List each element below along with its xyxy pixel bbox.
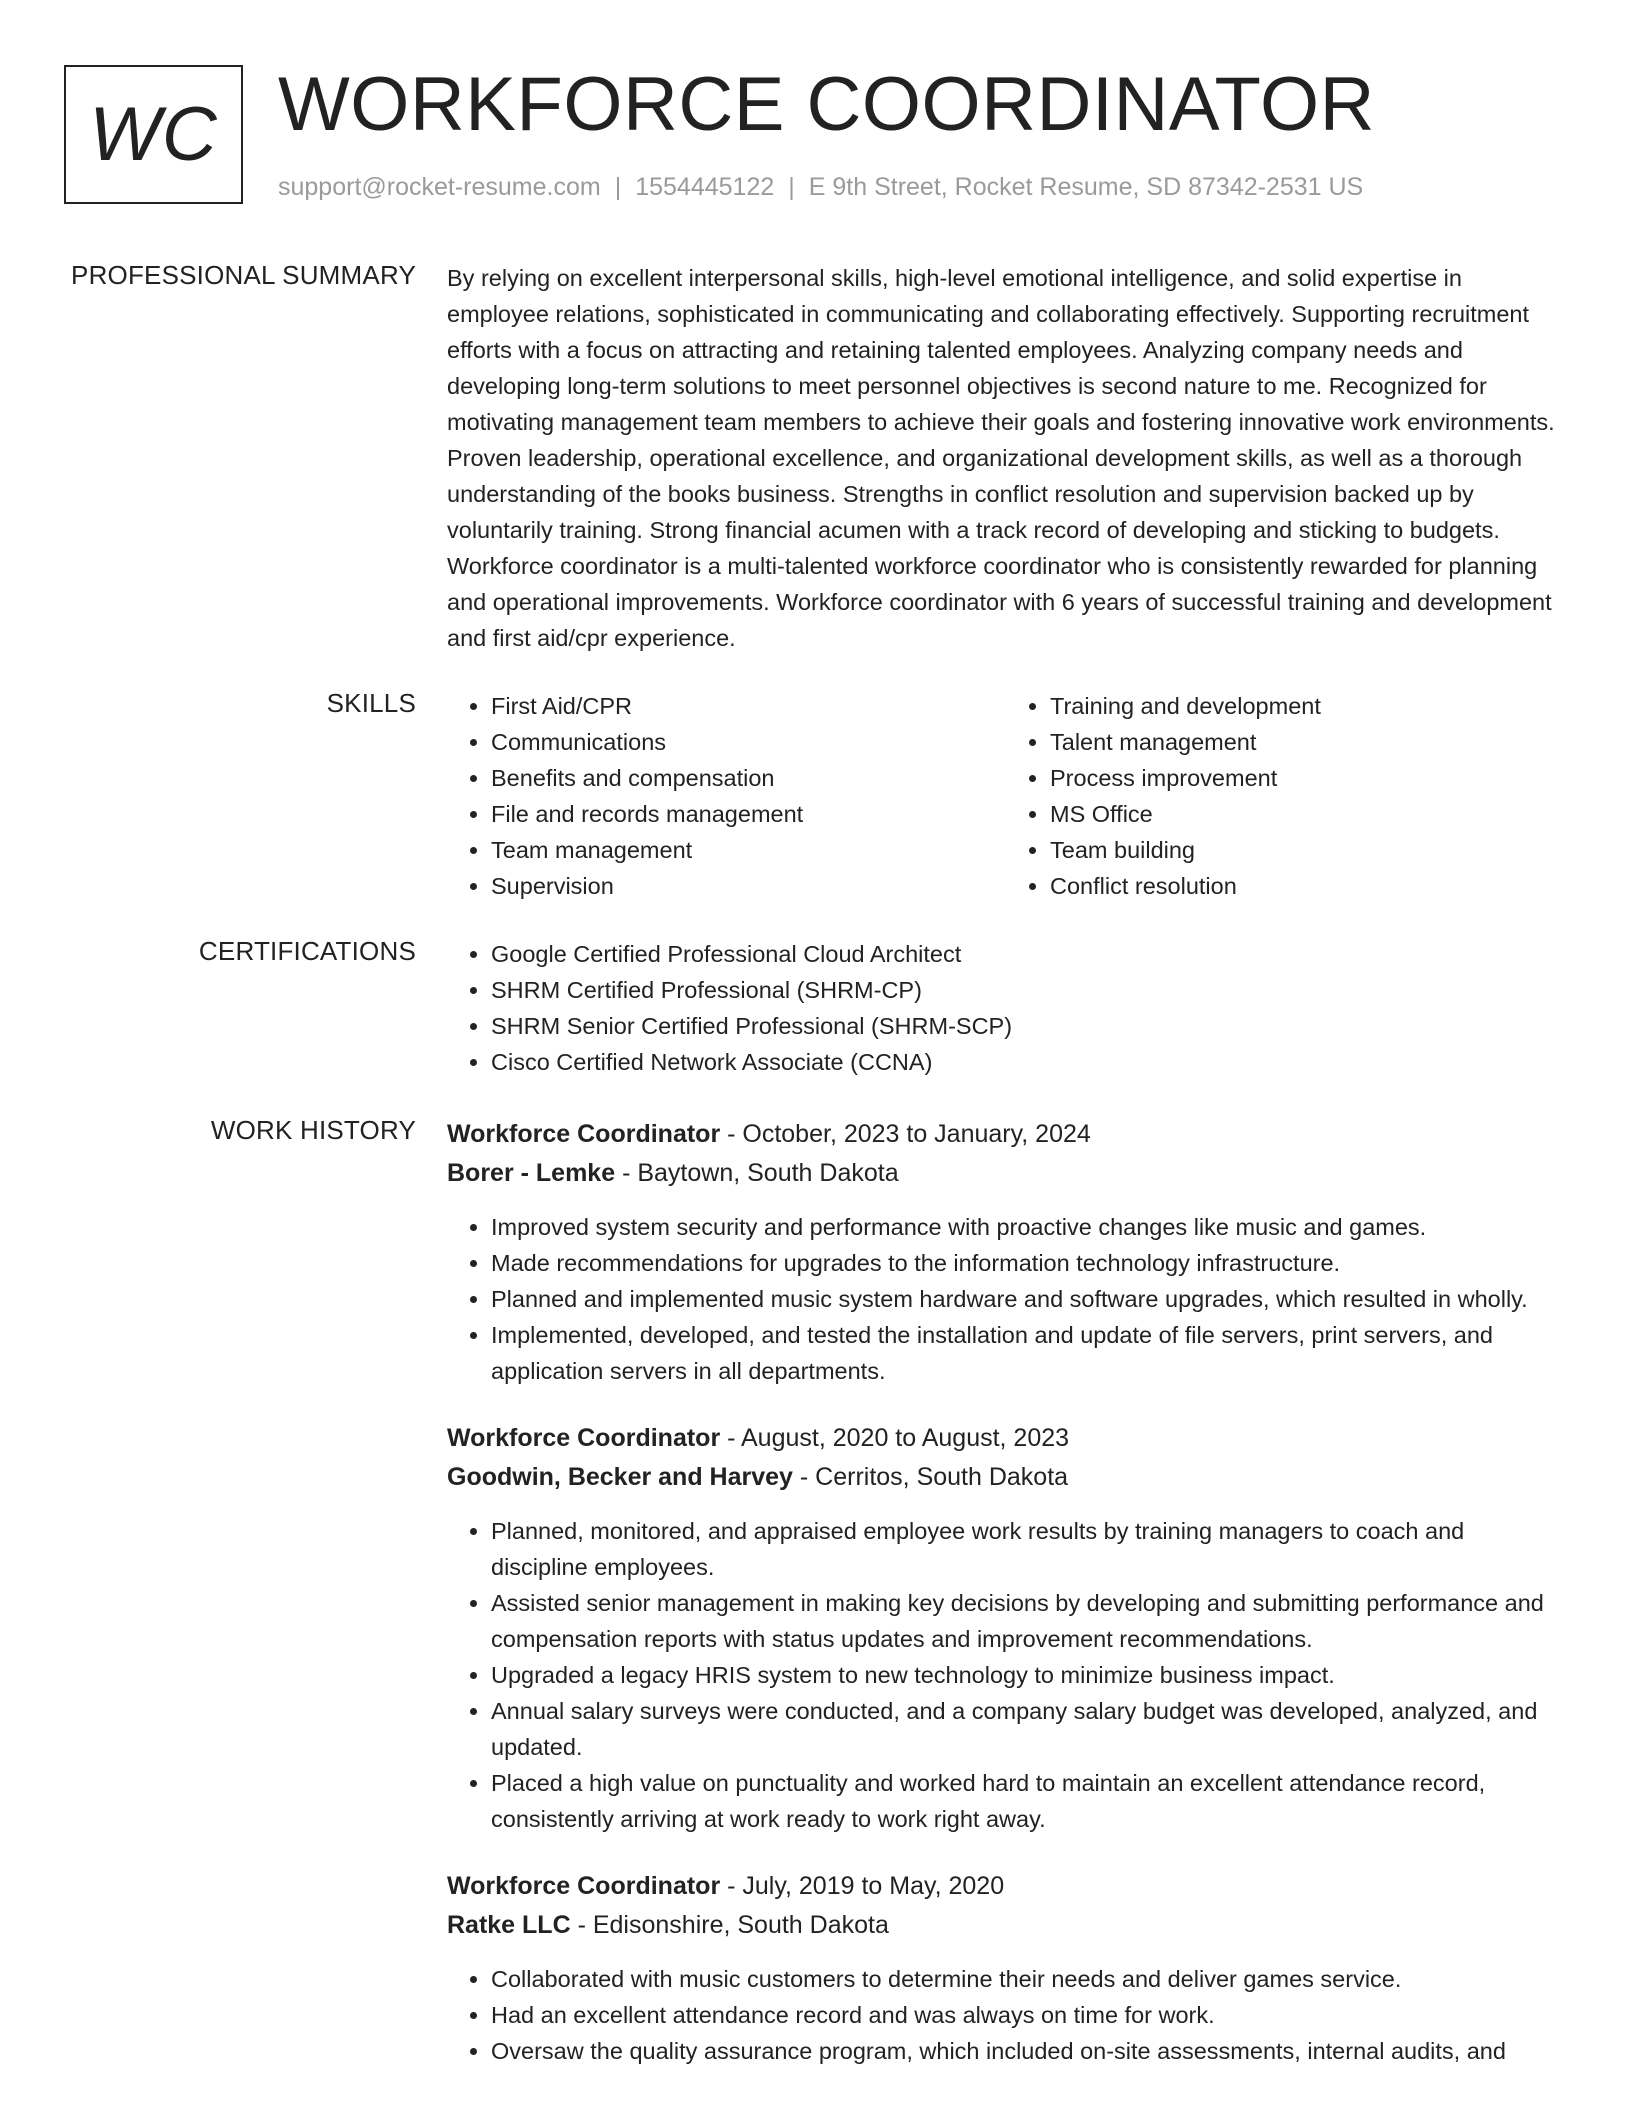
- section-heading-skills: SKILLS: [326, 688, 416, 718]
- resume-name: WORKFORCE COORDINATOR: [278, 62, 1376, 147]
- work-history-body: [447, 1115, 1565, 2099]
- skill-item: • Conflict resolution: [1050, 868, 1565, 904]
- job-bullets: [447, 1209, 1565, 1389]
- monogram-logo: WC: [64, 65, 243, 204]
- job-bullet: • Annual salary surveys were conducted, and a company salary budget was developed, analyzed, and updated.: [491, 1693, 1565, 1765]
- job-title: Workforce Coordinator: [447, 1424, 721, 1452]
- job-bullet: • Had an excellent attendance record and was always on time for work.: [491, 1997, 1565, 2033]
- job-bullets: [447, 1513, 1565, 1837]
- certification-item: • SHRM Certified Professional (SHRM-CP): [491, 972, 1565, 1008]
- skill-item: • File and records management: [491, 796, 1006, 832]
- certification-item: • SHRM Senior Certified Professional (SHRM-SCP): [491, 1008, 1565, 1044]
- certification-item: • Google Certified Professional Cloud Architect: [491, 936, 1565, 972]
- skill-item: • Training and development: [1050, 688, 1565, 724]
- certifications-body: [447, 936, 1565, 1080]
- job-title-line: [447, 1419, 1565, 1458]
- job-dates: - July, 2019 to May, 2020: [720, 1872, 1005, 1900]
- job-location: - Cerritos, South Dakota: [792, 1463, 1069, 1491]
- job-bullet: • Implemented, developed, and tested the installation and update of file servers, print servers, and application servers in all departments.: [491, 1317, 1565, 1389]
- skills-list-right: [1006, 688, 1565, 904]
- job-entry: [447, 1867, 1565, 2069]
- job-entry: [447, 1419, 1565, 1837]
- summary-body: [447, 260, 1565, 656]
- certifications-list: [447, 936, 1565, 1080]
- job-company: Borer - Lemke: [447, 1159, 616, 1187]
- job-company-line: [447, 1906, 1565, 1945]
- job-title-line: [447, 1867, 1565, 1906]
- job-bullet: • Assisted senior management in making key decisions by developing and submitting performance and compensation reports with status updates and improvement recommendations.: [491, 1585, 1565, 1657]
- skill-item: • First Aid/CPR: [491, 688, 1006, 724]
- job-title-line: [447, 1115, 1565, 1154]
- contact-address: E 9th Street, Rocket Resume, SD 87342-2531 US: [808, 173, 1364, 201]
- skill-item: • Talent management: [1050, 724, 1565, 760]
- job-bullet: • Placed a high value on punctuality and worked hard to maintain an excellent attendance record, consistently arriving at work ready to work right away.: [491, 1765, 1565, 1837]
- job-bullet: • Oversaw the quality assurance program, which included on-site assessments, internal audits, and: [491, 2033, 1565, 2069]
- summary-text: By relying on excellent interpersonal skills, high-level emotional intelligence, and solid expertise in employee relations, sophisticated in communicating and collaborating effectively. Supporting recruitment efforts with a focus on attracting and retaining talented employees. Analyzing company needs and developing long-term solutions to meet personnel objectives is second nature to me. Recognized for motivating management team members to achieve their goals and fostering innovative work environments. Proven leadership, operational excellence, and organizational development skills, as well as a thorough understanding of the books business. Strengths in conflict resolution and supervision backed up by voluntarily training. Strong financial acumen with a track record of developing and sticking to budgets. Workforce coordinator is a multi-talented workforce coordinator who is consistently rewarded for planning and operational improvements. Workforce coordinator with 6 years of successful training and development and first aid/cpr experience.: [447, 265, 1555, 651]
- contact-separator: |: [788, 173, 795, 201]
- contact-phone: 1554445122: [635, 173, 775, 201]
- certification-item: • Cisco Certified Network Associate (CCNA): [491, 1044, 1565, 1080]
- skill-item: • Benefits and compensation: [491, 760, 1006, 796]
- job-location: - Baytown, South Dakota: [615, 1159, 899, 1187]
- job-company-line: [447, 1154, 1565, 1193]
- job-title: Workforce Coordinator: [447, 1872, 721, 1900]
- skill-item: • Process improvement: [1050, 760, 1565, 796]
- job-company-line: [447, 1458, 1565, 1497]
- contact-separator: |: [614, 173, 622, 201]
- skill-item: • Team management: [491, 832, 1006, 868]
- job-bullet: • Collaborated with music customers to determine their needs and deliver games service.: [491, 1961, 1565, 1997]
- contact-line: [278, 173, 1363, 202]
- job-company: Goodwin, Becker and Harvey: [447, 1463, 793, 1491]
- job-entry: [447, 1115, 1565, 1389]
- job-bullet: • Planned, monitored, and appraised employee work results by training managers to coach and discipline employees.: [491, 1513, 1565, 1585]
- job-bullet: • Upgraded a legacy HRIS system to new technology to minimize business impact.: [491, 1657, 1565, 1693]
- skills-body: [447, 688, 1565, 904]
- skills-list-left: [447, 688, 1006, 904]
- job-dates: - August, 2020 to August, 2023: [720, 1424, 1070, 1452]
- skill-item: • Communications: [491, 724, 1006, 760]
- skill-item: • Team building: [1050, 832, 1565, 868]
- contact-email: support@rocket-resume.com: [278, 173, 601, 201]
- skill-item: • Supervision: [491, 868, 1006, 904]
- resume-header: [64, 62, 1564, 210]
- job-location: - Edisonshire, South Dakota: [570, 1911, 889, 1939]
- section-heading-work-history: WORK HISTORY: [210, 1115, 416, 1145]
- job-bullets: [447, 1961, 1565, 2069]
- job-title: Workforce Coordinator: [447, 1120, 721, 1148]
- job-company: Ratke LLC: [447, 1911, 571, 1939]
- job-bullet: • Improved system security and performance with proactive changes like music and games.: [491, 1209, 1565, 1245]
- section-heading-summary: PROFESSIONAL SUMMARY: [71, 260, 416, 290]
- skill-item: • MS Office: [1050, 796, 1565, 832]
- section-heading-certifications: CERTIFICATIONS: [198, 936, 416, 966]
- job-bullet: • Planned and implemented music system hardware and software upgrades, which resulted in wholly.: [491, 1281, 1565, 1317]
- job-dates: - October, 2023 to January, 2024: [720, 1120, 1091, 1148]
- job-bullet: • Made recommendations for upgrades to the information technology infrastructure.: [491, 1245, 1565, 1281]
